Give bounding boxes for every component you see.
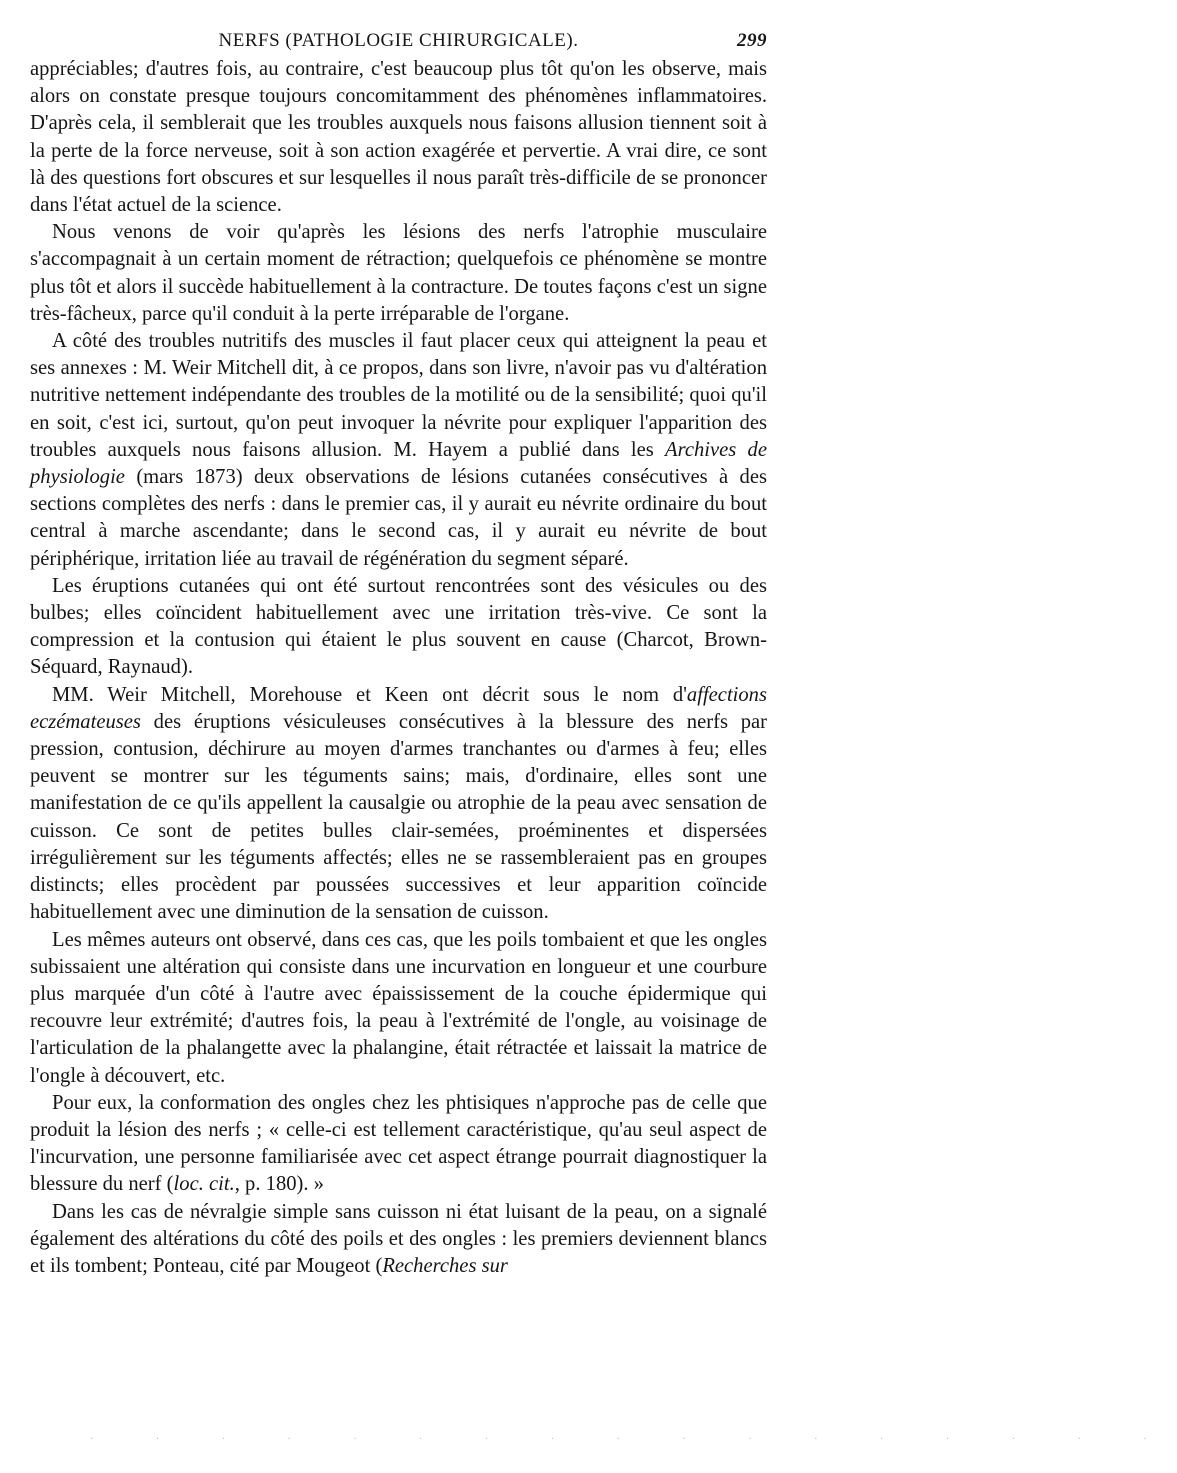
text-segment: (mars 1873) deux observations de lésions cutanées consécutives à des sections complètes des nerfs : dans le premier cas, il y aurait eu névrite ordinaire du bout central à marche ascendante; dans le second cas, il y aurait eu névrite de bout périphérique, irritation liée au travail de régénération du segment séparé. [30,466,767,570]
italic-text: Recherches sur [382,1254,508,1277]
paragraph [30,1199,767,1281]
text-segment: MM. Weir Mitchell, Morehouse et Keen ont décrit sous le nom d' [52,683,687,706]
running-header [30,26,767,56]
page [30,26,767,1280]
text-segment: Pour eux, la conformation des ongles chez les phtisiques n'approche pas de celle que produit la lésion des nerfs ; « celle-ci est tellement caractéristique, qu'au seul aspect de l'incurvation, une personne familiarisée avec cet aspect étrange pourrait diagnostiquer la blessure du nerf ( [30,1091,767,1196]
text-segment: , p. 180). » [234,1173,324,1196]
italic-text: loc. cit. [173,1173,235,1196]
paragraph [30,56,767,219]
page-number: 299 [737,30,767,51]
text-segment: Les éruptions cutanées qui ont été surtout rencontrées sont des vésicules ou des bulbes; elles coïncident habituellement avec une irritation très-vive. Ce sont la compression et la contusion qui étaient le plus souvent en cause (Charcot, Brown-Séquard, Raynaud). [30,574,767,679]
text-segment: appréciables; d'autres fois, au contraire, c'est beaucoup plus tôt qu'on les observe, mais alors on constate presque toujours concomitamment des phénomènes inflammatoires. D'après cela, il semblerait que les troubles auxquels nous faisons allusion tiennent soit à la perte de la force nerveuse, soit à son action exagérée et pervertie. A vrai dire, ce sont là des questions fort obscures et sur lesquelles il nous paraît très-difficile de se prononcer dans l'état actuel de la science. [30,58,767,217]
paragraph [30,927,767,1090]
body-text [30,56,767,1280]
text-segment: Dans les cas de névralgie simple sans cuisson ni état luisant de la peau, on a signalé également des altérations du côté des poils et des ongles : les premiers deviennent blancs et ils tombent; Ponteau, cité par Mougeot ( [30,1200,767,1277]
text-segment: Les mêmes auteurs ont observé, dans ces cas, que les poils tombaient et que les ongles subissaient une altération qui consiste dans une incurvation en longueur et une courbure plus marquée d'un côté à l'autre avec épaississement de la couche épidermique qui recouvre leur extrémité; d'autres fois, la peau à l'extrémité de l'ongle, au voisinage de l'articulation de la phalangette avec la phalangine, était rétractée et laissait la matrice de l'ongle à découvert, etc. [30,928,767,1087]
paragraph [30,682,767,927]
text-segment: des éruptions vésiculeuses consécutives à la blessure des nerfs par pression, contusion, déchirure au moyen d'armes tranchantes ou d'armes à feu; elles peuvent se montrer sur les téguments sains; mais, d'ordinaire, elles sont une manifestation de ce qu'ils appellent la causalgie ou atrophie de la peau avec sensation de cuisson. Ce sont de petites bulles clair-semées, proéminentes et dispersées irrégulièrement sur les téguments affectés; elles ne se rassembleraient pas en groupes distincts; elles procèdent par poussées successives et leur apparition coïncide habituellement avec une diminution de la sensation de cuisson. [30,710,767,924]
text-segment: Nous venons de voir qu'après les lésions des nerfs l'atrophie musculaire s'accompagnait à un certain moment de rétraction; quelquefois ce phénomène se montre plus tôt et alors il succède habituellement à la contracture. De toutes façons c'est un signe très-fâcheux, parce qu'il conduit à la perte irréparable de l'organe. [30,221,767,325]
text-segment: A côté des troubles nutritifs des muscles il faut placer ceux qui atteignent la peau et ses annexes : M. Weir Mitchell dit, à ce propos, dans son livre, n'avoir pas vu d'altération nutritive nettement indépendante des troubles de la motilité ou de la sensibilité; quoi qu'il en soit, c'est ici, surtout, qu'on peut invoquer la névrite pour expliquer l'apparition des troubles auxquels nous faisons allusion. M. Hayem a publié dans les [30,330,767,461]
running-title: NERFS (PATHOLOGIE CHIRURGICALE). [218,30,579,51]
italic-text: affections eczémateuses [30,683,767,733]
paragraph [30,573,767,682]
paragraph [30,219,767,328]
paragraph [30,328,767,573]
scan-artifact-marks: · · · · · · · · · · · · · · · · · [90,1434,1177,1445]
paragraph [30,1090,767,1199]
italic-text: Archives de physiologie [30,438,767,489]
